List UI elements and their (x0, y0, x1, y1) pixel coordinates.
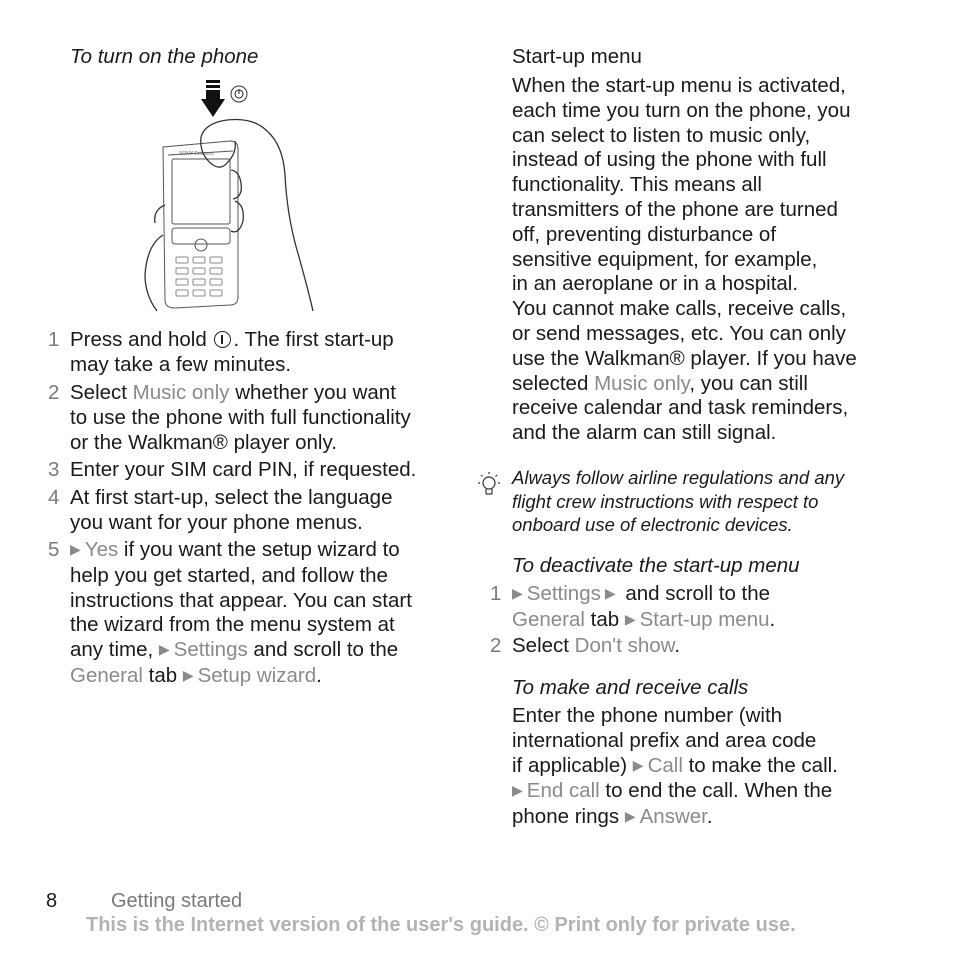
startup-line: transmitters of the phone are turned (512, 197, 838, 221)
step-number: 1 (490, 582, 502, 605)
hand (145, 119, 313, 311)
menu-item-general: General (70, 663, 143, 687)
menu-item-yes: Yes (84, 538, 119, 561)
menu-item-startup-menu: Start-up menu (639, 607, 770, 631)
startup-line: When the start-up menu is activated, (512, 74, 846, 97)
step-text-part: . (769, 607, 776, 631)
tip-line: onboard use of electronic devices. (512, 514, 793, 535)
calls-line (512, 805, 932, 831)
step-text-part: the wizard from the menu system at (70, 613, 395, 637)
phone-body (163, 141, 238, 308)
calls-text-part: to end the call. When the (599, 779, 833, 803)
calls-line (512, 754, 932, 780)
step-text-part: Select (512, 634, 575, 657)
startup-line: use the Walkman® player. If you have (512, 346, 857, 370)
step-text-part: . (674, 634, 681, 657)
step-text-part: or the Walkman® player only. (70, 430, 337, 454)
arrow-icon: ▶ (158, 641, 170, 658)
startup-line: sensitive equipment, for example, (512, 247, 818, 271)
step-text-part: to use the phone with full functionality (70, 405, 411, 429)
startup-text-part: , you can still (689, 371, 808, 395)
step-text (70, 458, 416, 483)
step-5 (48, 538, 468, 688)
startup-line: You cannot make calls, receive calls, (512, 297, 847, 321)
arrow-icon: ▶ (624, 808, 636, 825)
startup-text-part: selected (512, 371, 595, 395)
startup-heading: Start-up menu (512, 45, 642, 68)
calls-line (512, 779, 932, 805)
menu-item-call: Call (647, 753, 683, 777)
step-1 (48, 328, 468, 388)
lightbulb-icon (474, 470, 504, 500)
step-text-part: and scroll to the (247, 638, 399, 662)
startup-line: and the alarm can still signal. (512, 421, 777, 445)
menu-item-setup-wizard: Setup wizard (197, 663, 317, 687)
calls-title: To make and receive calls (512, 676, 749, 699)
calls-text-part: if applicable) (512, 753, 633, 777)
step-text-part: . The first start-up (233, 328, 394, 351)
section-title-turn-on: To turn on the phone (70, 45, 259, 68)
step-number: 4 (48, 486, 60, 509)
step-text-part: if you want the setup wizard to (118, 538, 400, 561)
startup-paragraph (512, 74, 912, 446)
deactivate-step-2 (490, 634, 910, 664)
step-text-part: tab (142, 663, 183, 687)
phone-brand: SONY Ericsson (179, 151, 214, 157)
step-number: 1 (48, 328, 60, 351)
step-text (70, 328, 394, 378)
step-text-part: Select (70, 381, 133, 404)
arrow-icon: ▶ (182, 666, 194, 683)
startup-line: in an aeroplane or in a hospital. (512, 272, 799, 296)
power-icon (214, 331, 231, 348)
step-text-part: help you get started, and follow the (70, 563, 388, 587)
step-2 (48, 381, 468, 461)
startup-line: can select to listen to music only, (512, 123, 811, 147)
step-text-part: any time, (70, 638, 159, 662)
step-text-part: . (316, 663, 322, 687)
step-3 (48, 458, 468, 488)
arrow-icon: ▶ (70, 541, 81, 557)
tip-text (512, 466, 932, 537)
calls-text-part: phone rings (512, 805, 625, 829)
step-text-part: and scroll to the (619, 582, 771, 605)
calls-text-part: to make the call. (682, 753, 838, 777)
step-text (70, 381, 411, 455)
step-number: 2 (490, 634, 502, 657)
startup-line: instead of using the phone with full (512, 148, 827, 172)
internet-version-notice: This is the Internet version of the user's guide. © Print only for private use. (86, 914, 796, 936)
menu-item-end-call: End call (526, 779, 600, 803)
step-text-part: At first start-up, select the language (70, 486, 393, 509)
step-number: 5 (48, 538, 60, 561)
step-text-part: instructions that appear. You can start (70, 588, 412, 612)
menu-item-general: General (512, 607, 585, 631)
menu-item-settings: Settings (173, 638, 248, 662)
page-number: 8 (46, 890, 58, 912)
calls-line: international prefix and area code (512, 728, 817, 752)
startup-line: or send messages, etc. You can only (512, 321, 846, 345)
arrow-icon: ▶ (512, 782, 523, 799)
arrow-icon: ▶ (512, 585, 523, 601)
calls-line: Enter the phone number (with (512, 704, 783, 727)
step-text (70, 486, 392, 536)
step-text (70, 538, 412, 690)
arrow-icon: ▶ (604, 585, 616, 601)
power-icon (231, 86, 247, 102)
menu-item-dont-show: Don't show (574, 634, 675, 657)
arrow-icon: ▶ (624, 610, 636, 627)
startup-line: off, preventing disturbance of (512, 222, 777, 246)
step-text-part: Enter your SIM card PIN, if requested. (70, 458, 417, 481)
calls-paragraph (512, 704, 932, 831)
menu-item-answer: Answer (639, 805, 707, 829)
step-text (512, 634, 680, 659)
menu-item-music-only: Music only (594, 371, 690, 395)
calls-text-part: . (706, 805, 713, 829)
step-4 (48, 486, 468, 541)
step-text-part: whether you want (229, 381, 396, 404)
section-name: Getting started (111, 890, 243, 912)
menu-item-settings: Settings (526, 582, 601, 605)
step-text-part: tab (584, 607, 625, 631)
phone-in-hand-illustration (135, 75, 315, 315)
step-text (512, 582, 775, 634)
step-number: 2 (48, 381, 60, 404)
deactivate-title: To deactivate the start-up menu (512, 554, 800, 577)
step-text-part: may take a few minutes. (70, 352, 292, 376)
step-text-part: you want for your phone menus. (70, 510, 363, 534)
deactivate-step-1 (490, 582, 910, 637)
down-arrow-icon (201, 80, 225, 117)
startup-line: receive calendar and task reminders, (512, 396, 849, 420)
tip-line: flight crew instructions with respect to (512, 490, 819, 512)
tip-line: Always follow airline regulations and any (512, 467, 845, 488)
startup-line (512, 372, 912, 397)
menu-item-music-only: Music only (132, 381, 230, 404)
arrow-icon: ▶ (632, 756, 644, 773)
startup-line: functionality. This means all (512, 173, 762, 197)
step-number: 3 (48, 458, 60, 481)
startup-line: each time you turn on the phone, you (512, 98, 851, 122)
step-text-part: Press and hold (70, 328, 213, 351)
